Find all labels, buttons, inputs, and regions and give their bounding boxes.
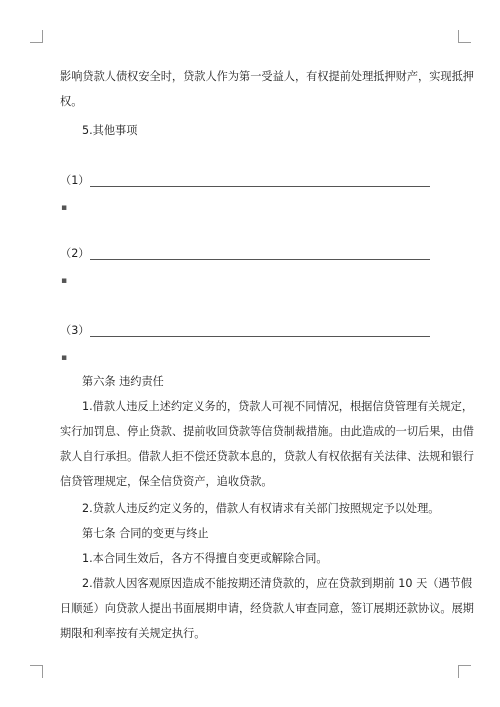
text-line: 2.贷款人违反约定义务的，借款人有权请求有关部门按照规定予以处理。 xyxy=(82,502,440,515)
crop-mark-top-right xyxy=(458,30,471,43)
text-line: 信贷管理规定，保全信贷资产，追收贷款。 xyxy=(60,475,273,488)
blank-underline xyxy=(90,259,430,260)
section-title-7: 第七条 合同的变更与终止 xyxy=(82,527,209,540)
paragraph-mark-icon: ▪ xyxy=(61,353,68,363)
text-line: 1.借款人违反上述约定义务的，贷款人可视不同情况，根据信贷管理有关规定， xyxy=(82,400,474,413)
blank-underline xyxy=(90,186,430,187)
crop-mark-bottom-left xyxy=(30,665,43,678)
blank-label: （1） xyxy=(60,174,90,187)
text-line: 影响贷款人债权安全时，贷款人作为第一受益人，有权提前处理抵押财产，实现抵押 xyxy=(60,70,474,83)
blank-label: （3） xyxy=(60,324,90,337)
fill-in-blank-3[interactable] xyxy=(60,322,430,339)
paragraph-mark-icon: ▪ xyxy=(61,276,68,286)
text-line: 权。 xyxy=(60,95,83,108)
text-line: 款人自行承担。借款人拒不偿还贷款本息的，贷款人有权依据有关法律、法规和银行 xyxy=(60,450,474,463)
paragraph-mark-icon: ▪ xyxy=(61,203,68,213)
text-line: 2.借款人因客观原因造成不能按期还清贷款的，应在贷款到期前 10 天（遇节假 xyxy=(82,577,473,590)
text-line: 1.本合同生效后，各方不得擅自变更或解除合同。 xyxy=(82,552,328,565)
subheading-other-matters: 5.其他事项 xyxy=(82,124,138,137)
crop-mark-bottom-right xyxy=(458,665,471,678)
fill-in-blank-2[interactable] xyxy=(60,245,430,262)
blank-underline xyxy=(90,336,430,337)
crop-mark-top-left xyxy=(30,30,43,43)
text-line: 实行加罚息、停止贷款、提前收回贷款等信贷制裁措施。由此造成的一切后果，由借 xyxy=(60,425,474,438)
text-line: 日顺延）向贷款人提出书面展期申请，经贷款人审查同意，签订展期还款协议。展期 xyxy=(60,602,474,615)
fill-in-blank-1[interactable] xyxy=(60,172,430,189)
section-title-6: 第六条 违约责任 xyxy=(82,375,164,388)
blank-label: （2） xyxy=(60,247,90,260)
text-line: 期限和利率按有关规定执行。 xyxy=(60,627,206,640)
